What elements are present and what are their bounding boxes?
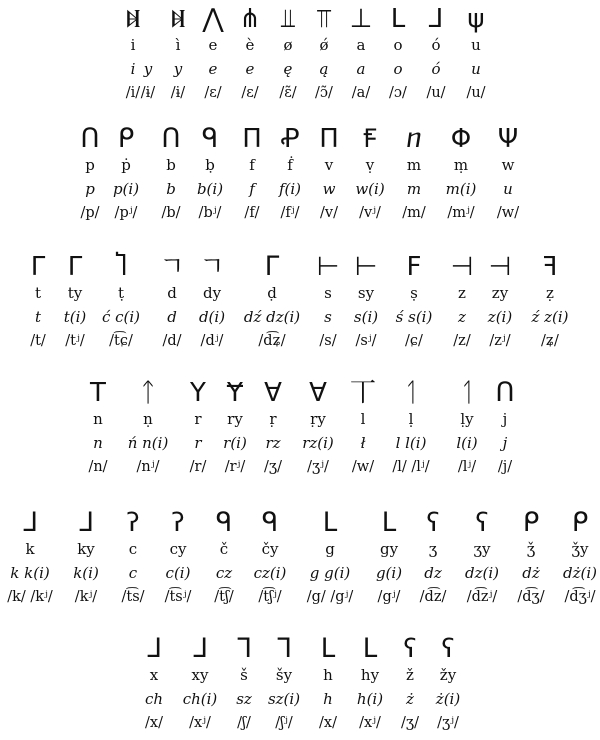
script-glyph: Ⱝ: [170, 4, 186, 34]
latin-cell: ḷ: [408, 410, 414, 428]
latin-cell: ṗ: [121, 156, 131, 174]
ipa-cell: /d͡z/: [419, 589, 447, 605]
script-glyph: ʕ: [426, 508, 440, 538]
script-glyph: ∀: [309, 378, 327, 408]
roman-cell: g(i): [375, 564, 403, 582]
ipa-cell: /t͡ɕ/: [109, 333, 133, 349]
roman-cell: ó: [431, 60, 441, 78]
ipa-cell: /ʃʲ/: [275, 715, 293, 731]
roman-cell: rz: [265, 434, 281, 452]
ipa-cell: /w/: [496, 205, 520, 221]
script-glyph: 丅: [349, 378, 377, 408]
script-glyph: L: [390, 4, 406, 34]
ipa-cell: /tʲ/: [65, 333, 85, 349]
latin-cell: o: [393, 36, 403, 54]
latin-cell: t: [34, 284, 42, 302]
latin-cell: š: [240, 666, 248, 684]
roman-cell: f(i): [278, 180, 302, 198]
ipa-cell: /s/: [319, 333, 337, 349]
ipa-cell: /ɨ/: [170, 85, 186, 101]
roman-row: [0, 178, 600, 200]
roman-cell: r: [194, 434, 202, 452]
latin-cell: sy: [357, 284, 375, 302]
ipa-cell: /d͡ʒ/: [517, 589, 545, 605]
latin-cell: h: [323, 666, 333, 684]
script-glyph: Ψ: [497, 124, 519, 154]
latin-cell: x: [149, 666, 159, 684]
roman-cell: h: [323, 690, 333, 708]
roman-cell: k k(i): [10, 564, 50, 582]
roman-cell: u: [503, 180, 513, 198]
script-glyph: Ꝓ: [280, 124, 300, 154]
ipa-cell: /fʲ/: [280, 205, 300, 221]
ipa-cell: /t͡s/: [121, 589, 145, 605]
script-glyph: ᒪ: [320, 634, 336, 664]
roman-cell: y: [143, 60, 153, 78]
ipa-cell: /i/: [125, 85, 141, 101]
roman-cell: j: [502, 434, 508, 452]
roman-cell: rz(i): [302, 434, 334, 452]
latin-cell: d: [167, 284, 177, 302]
script-glyph: ᑭ: [522, 508, 540, 538]
roman-cell: ch(i): [182, 690, 218, 708]
latin-cell: g: [325, 540, 335, 558]
script-glyph: ⊢: [316, 252, 340, 282]
roman-cell: b(i): [196, 180, 224, 198]
latin-row: [0, 282, 600, 304]
ipa-cell: /ʒʲ/: [307, 459, 329, 475]
script-glyph: Ꞙ: [363, 124, 377, 154]
script-glyph: ㄱ: [159, 252, 185, 282]
roman-cell: m(i): [445, 180, 477, 198]
glyph-row: [0, 634, 600, 664]
ipa-row: [0, 330, 600, 352]
latin-cell: s: [324, 284, 332, 302]
script-glyph: ᒧ: [78, 508, 94, 538]
ipa-cell: /sʲ/: [355, 333, 377, 349]
script-glyph: ⫪: [316, 4, 332, 34]
ipa-cell: /t͡ʃ/: [214, 589, 234, 605]
ipa-cell: /d͡zʲ/: [466, 589, 498, 605]
script-glyph: ᛏ: [140, 378, 156, 408]
latin-cell: ʒy: [473, 540, 491, 558]
ipa-cell: /a/: [351, 85, 371, 101]
script-glyph: ᑎ: [80, 124, 100, 154]
roman-cell: z: [458, 308, 466, 326]
script-glyph: ᒧ: [146, 634, 162, 664]
ipa-cell: /ʑ/: [541, 333, 559, 349]
script-glyph: ᒧ: [22, 508, 38, 538]
script-glyph: ⊣: [450, 252, 474, 282]
script-glyph: ᑫ: [261, 508, 279, 538]
roman-row: [0, 306, 600, 328]
latin-cell: u: [471, 36, 481, 54]
roman-cell: o: [393, 60, 403, 78]
latin-cell: ḅ: [205, 156, 215, 174]
roman-cell: y: [173, 60, 183, 78]
roman-cell: sz: [236, 690, 252, 708]
ipa-cell: /r/: [189, 459, 207, 475]
glyph-row: [0, 508, 600, 538]
script-glyph: Y: [190, 378, 206, 408]
script-glyph: ʔ: [171, 508, 185, 538]
ipa-cell: /gʲ/: [377, 589, 401, 605]
roman-cell: dz: [424, 564, 442, 582]
latin-cell: i: [130, 36, 136, 54]
latin-cell: ṭ: [117, 284, 125, 302]
latin-row: [0, 154, 600, 176]
roman-cell: l(i): [456, 434, 478, 452]
latin-cell: a: [356, 36, 366, 54]
script-glyph: ᒥ: [264, 252, 280, 282]
roman-cell: z(i): [487, 308, 513, 326]
latin-cell: ó: [431, 36, 441, 54]
latin-cell: čy: [261, 540, 279, 558]
ipa-cell: /dʲ/: [200, 333, 224, 349]
script-glyph: Φ: [450, 124, 472, 154]
latin-cell: b: [166, 156, 176, 174]
roman-row: [0, 688, 600, 710]
script-glyph: ᑭ: [117, 124, 135, 154]
latin-cell: ẓ: [546, 284, 554, 302]
script-glyph: F: [406, 252, 422, 282]
ipa-cell: /j/: [497, 459, 513, 475]
roman-row: [0, 58, 600, 80]
script-glyph: ψ: [467, 4, 485, 34]
latin-cell: ø: [283, 36, 293, 54]
roman-cell: g g(i): [309, 564, 351, 582]
roman-cell: t: [34, 308, 42, 326]
ipa-cell: /t͡ʃʲ/: [258, 589, 282, 605]
roman-row: [0, 432, 600, 454]
script-glyph: ⊥: [349, 4, 373, 34]
script-glyph: ᑫ: [201, 124, 219, 154]
ipa-cell: /u/: [466, 85, 486, 101]
latin-cell: šy: [275, 666, 293, 684]
script-glyph: ⊣: [488, 252, 512, 282]
roman-cell: p: [85, 180, 95, 198]
ipa-cell: /mʲ/: [447, 205, 475, 221]
latin-cell: ǿ: [319, 36, 329, 54]
script-glyph: Π: [242, 124, 262, 154]
latin-cell: ṛy: [310, 410, 326, 428]
latin-cell: ṣ: [410, 284, 418, 302]
ipa-row: [0, 202, 600, 224]
ipa-cell: /bʲ/: [198, 205, 222, 221]
latin-cell: xy: [191, 666, 209, 684]
ipa-cell: /m/: [402, 205, 426, 221]
script-glyph: ⊢: [354, 252, 378, 282]
latin-cell: hy: [360, 666, 380, 684]
latin-cell: ṇ: [143, 410, 153, 428]
roman-cell: a: [356, 60, 366, 78]
script-glyph: ᑫ: [215, 508, 233, 538]
script-glyph: ∀: [264, 378, 282, 408]
roman-cell: c: [128, 564, 138, 582]
ipa-cell: /n/: [88, 459, 108, 475]
roman-cell: cz(i): [253, 564, 287, 582]
ipa-cell: /ɨ/: [140, 85, 156, 101]
script-glyph: Γ: [67, 252, 83, 282]
latin-cell: k: [25, 540, 35, 558]
latin-cell: ḟ: [287, 156, 293, 174]
ipa-cell: /d͡ʒʲ/: [564, 589, 596, 605]
ipa-row: [0, 712, 600, 734]
ipa-cell: /g/ /gʲ/: [306, 589, 354, 605]
script-glyph: ᑭ: [571, 508, 589, 538]
latin-cell: ž: [406, 666, 414, 684]
latin-row: [0, 408, 600, 430]
latin-cell: cy: [169, 540, 187, 558]
roman-cell: ń n(i): [127, 434, 169, 452]
ipa-cell: /xʲ/: [359, 715, 381, 731]
ipa-cell: /d͡ʑ/: [258, 333, 286, 349]
roman-cell: ś s(i): [395, 308, 433, 326]
script-glyph: ʕ: [403, 634, 417, 664]
roman-cell: t(i): [63, 308, 87, 326]
ipa-cell: /ʒ/: [401, 715, 419, 731]
script-glyph: Γ: [30, 252, 46, 282]
script-glyph: ⫫: [280, 4, 296, 34]
latin-cell: ʒ: [428, 540, 438, 558]
ipa-cell: /ɛ/: [204, 85, 222, 101]
roman-cell: n: [93, 434, 103, 452]
latin-cell: ṿ: [365, 156, 375, 174]
ipa-cell: /rʲ/: [224, 459, 246, 475]
roman-cell: e: [208, 60, 218, 78]
latin-cell: ǯy: [571, 540, 589, 558]
roman-cell: ź z(i): [531, 308, 569, 326]
roman-cell: c(i): [165, 564, 191, 582]
script-glyph: ⴖ: [406, 124, 422, 154]
latin-row: [0, 34, 600, 56]
script-glyph: ᒪ: [322, 508, 338, 538]
script-glyph: ⅃: [428, 4, 444, 34]
script-glyph: ᒪ: [362, 634, 378, 664]
roman-cell: ć c(i): [101, 308, 141, 326]
roman-cell: ł: [360, 434, 366, 452]
latin-row: [0, 538, 600, 560]
ipa-cell: /ɕ/: [405, 333, 423, 349]
script-glyph: ᒪ: [381, 508, 397, 538]
script-glyph: ʔ: [126, 508, 140, 538]
roman-cell: u: [471, 60, 481, 78]
latin-cell: žy: [439, 666, 457, 684]
ipa-cell: /l/ /lʲ/: [392, 459, 430, 475]
roman-cell: e: [245, 60, 255, 78]
script-glyph: ᑎ: [161, 124, 181, 154]
ipa-cell: /ɛ̃/: [279, 85, 297, 101]
ipa-cell: /kʲ/: [74, 589, 98, 605]
script-glyph: ᒣ: [236, 634, 252, 664]
ipa-cell: /lʲ/: [457, 459, 477, 475]
roman-cell: ż: [406, 690, 414, 708]
ipa-cell: /nʲ/: [136, 459, 160, 475]
latin-cell: dy: [202, 284, 222, 302]
ipa-cell: /ʃ/: [237, 715, 251, 731]
ipa-cell: /k/ /kʲ/: [7, 589, 53, 605]
glyph-row: [0, 124, 600, 154]
script-glyph: ᒣ: [276, 634, 292, 664]
latin-row: [0, 664, 600, 686]
latin-cell: ǯ: [526, 540, 536, 558]
ipa-cell: /u/: [426, 85, 446, 101]
ipa-cell: /t/: [30, 333, 46, 349]
ipa-cell: /x/: [319, 715, 337, 731]
roman-cell: s(i): [353, 308, 379, 326]
ipa-cell: /w/: [351, 459, 375, 475]
roman-cell: m: [406, 180, 422, 198]
ipa-cell: /t͡sʲ/: [164, 589, 192, 605]
ipa-row: [0, 82, 600, 104]
latin-cell: w: [501, 156, 515, 174]
roman-cell: ch: [144, 690, 164, 708]
ipa-cell: /z/: [453, 333, 471, 349]
script-glyph: Ⴈ: [115, 252, 127, 282]
roman-cell: ż(i): [435, 690, 461, 708]
ipa-row: [0, 586, 600, 608]
roman-cell: d: [167, 308, 177, 326]
script-glyph: ʕ: [441, 634, 455, 664]
script-glyph: ᛐ: [459, 378, 475, 408]
latin-cell: ḍ: [267, 284, 277, 302]
script-glyph: ꟻ: [542, 252, 558, 282]
roman-cell: r(i): [223, 434, 247, 452]
roman-cell: ą: [319, 60, 329, 78]
roman-cell: ę: [283, 60, 293, 78]
latin-cell: v: [324, 156, 334, 174]
roman-cell: i: [130, 60, 136, 78]
latin-cell: ṛ: [269, 410, 277, 428]
latin-cell: è: [245, 36, 255, 54]
roman-cell: dż: [522, 564, 540, 582]
glyph-row: [0, 4, 600, 34]
roman-cell: w: [322, 180, 336, 198]
latin-cell: m: [406, 156, 422, 174]
roman-cell: dż(i): [562, 564, 598, 582]
latin-cell: e: [208, 36, 218, 54]
ipa-cell: /f/: [244, 205, 260, 221]
glyph-row: [0, 378, 600, 408]
glyph-row: [0, 252, 600, 282]
script-glyph: ᛐ: [403, 378, 419, 408]
roman-cell: dz(i): [464, 564, 500, 582]
latin-cell: zy: [491, 284, 509, 302]
ipa-cell: /xʲ/: [189, 715, 211, 731]
roman-cell: s: [324, 308, 332, 326]
script-glyph: ᒧ: [192, 634, 208, 664]
latin-cell: z: [458, 284, 466, 302]
latin-cell: c: [128, 540, 138, 558]
latin-cell: r: [194, 410, 202, 428]
latin-cell: ry: [227, 410, 243, 428]
latin-cell: ṃ: [453, 156, 469, 174]
script-glyph: T: [90, 378, 106, 408]
ipa-cell: /ɔ̃/: [315, 85, 333, 101]
ipa-cell: /b/: [161, 205, 181, 221]
latin-cell: p: [85, 156, 95, 174]
roman-cell: dź dz(i): [243, 308, 301, 326]
latin-cell: l: [360, 410, 366, 428]
ipa-cell: /p/: [80, 205, 100, 221]
ipa-cell: /x/: [145, 715, 163, 731]
roman-cell: d(i): [198, 308, 226, 326]
roman-cell: f: [249, 180, 255, 198]
script-glyph: ⋀: [202, 4, 224, 34]
script-glyph: ㄱ: [199, 252, 225, 282]
ipa-cell: /ɔ/: [389, 85, 407, 101]
ipa-cell: /ɛ/: [241, 85, 259, 101]
roman-row: [0, 562, 600, 584]
roman-cell: w(i): [355, 180, 385, 198]
script-glyph: Ɏ: [227, 378, 243, 408]
ipa-cell: /pʲ/: [114, 205, 138, 221]
roman-cell: b: [166, 180, 176, 198]
ipa-cell: /ʒʲ/: [437, 715, 459, 731]
latin-cell: ḷy: [460, 410, 474, 428]
latin-cell: gy: [379, 540, 399, 558]
latin-cell: ky: [77, 540, 95, 558]
latin-cell: f: [249, 156, 255, 174]
roman-cell: h(i): [356, 690, 384, 708]
script-glyph: ᑎ: [495, 378, 515, 408]
roman-cell: k(i): [73, 564, 99, 582]
latin-cell: ty: [67, 284, 83, 302]
ipa-cell: /d/: [162, 333, 182, 349]
latin-cell: n: [93, 410, 103, 428]
roman-cell: p(i): [112, 180, 140, 198]
latin-cell: j: [502, 410, 508, 428]
script-glyph: ʕ: [475, 508, 489, 538]
ipa-row: [0, 456, 600, 478]
ipa-cell: /zʲ/: [489, 333, 511, 349]
ipa-cell: /vʲ/: [359, 205, 381, 221]
ipa-cell: /ʒ/: [264, 459, 282, 475]
ipa-cell: /v/: [320, 205, 338, 221]
roman-cell: l l(i): [395, 434, 427, 452]
script-glyph: Π: [319, 124, 339, 154]
latin-cell: ì: [175, 36, 181, 54]
script-glyph: Ⱝ: [125, 4, 141, 34]
latin-cell: č: [219, 540, 229, 558]
script-glyph: ⋔: [239, 4, 261, 34]
roman-cell: sz(i): [267, 690, 301, 708]
roman-cell: cz: [215, 564, 233, 582]
